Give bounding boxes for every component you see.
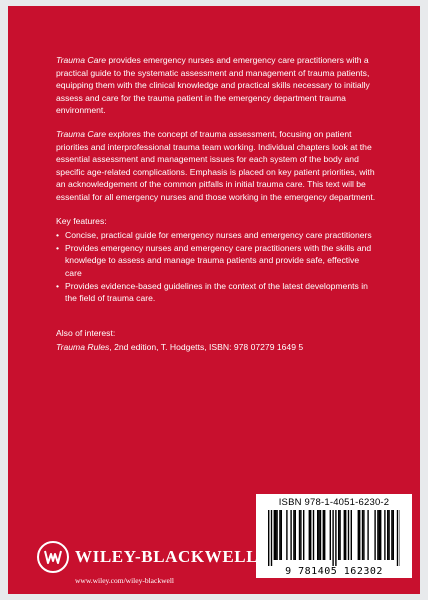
barcode-bar	[380, 510, 381, 560]
barcode-bar	[363, 510, 364, 560]
barcode-bar	[300, 510, 301, 560]
related-book-title: Trauma Rules	[56, 342, 110, 353]
description-paragraph-2	[56, 128, 376, 204]
barcode-bar	[348, 510, 349, 560]
barcode-bar	[391, 510, 392, 560]
key-features-list	[56, 229, 376, 305]
feature-text: Concise, practical guide for emergency nurses and emergency care practitioners	[65, 230, 372, 241]
barcode-bar	[324, 510, 325, 560]
barcode-bar	[362, 510, 363, 560]
barcode-bar	[374, 510, 375, 560]
barcode-bar	[344, 510, 345, 560]
wiley-blackwell-crest-icon	[36, 540, 70, 574]
barcode-bar	[268, 510, 269, 566]
barcode-bar	[309, 510, 310, 560]
barcode-bar	[290, 510, 291, 560]
barcode-bar	[318, 510, 319, 560]
feature-text: Provides emergency nurses and emergency care practitioners with the skills and knowledge to assess and manage trauma patients and provide safe, effective care	[65, 242, 372, 278]
barcode-digits: 9 781405 162302	[285, 566, 383, 577]
barcode-bar	[359, 510, 360, 560]
list-item	[56, 242, 376, 280]
red-panel	[8, 6, 420, 594]
bullet-icon: •	[56, 242, 60, 253]
barcode-bar	[397, 510, 398, 566]
key-features-heading: Key features:	[56, 215, 107, 226]
related-book-details: , 2nd edition, T. Hodgetts, ISBN: 978 07279 1649 5	[109, 342, 304, 353]
barcode-bar	[393, 510, 394, 560]
description-paragraph-1	[56, 54, 376, 117]
barcode-bar	[367, 510, 368, 560]
list-item	[56, 229, 376, 242]
barcode-bar	[303, 510, 304, 560]
barcode-bar	[279, 510, 280, 560]
barcode-bar	[271, 510, 272, 566]
barcode-bar	[313, 510, 314, 560]
barcode-bar	[281, 510, 282, 560]
barcode-bar	[339, 510, 340, 560]
barcode-bar	[345, 510, 346, 560]
barcode-bar	[320, 510, 321, 560]
feature-text: Provides evidence-based guidelines in the context of the latest developments in the field of trauma care.	[65, 280, 368, 304]
barcode-bar	[276, 510, 277, 560]
barcode-bar	[275, 510, 276, 560]
barcode-bar	[335, 510, 336, 566]
barcode-bar	[388, 510, 389, 560]
blurb-text	[56, 54, 376, 365]
barcode-bar	[293, 510, 294, 560]
isbn-label: ISBN 978-1-4051-6230-2	[278, 497, 390, 508]
book-title-italic: Trauma Care	[56, 128, 106, 139]
list-item	[56, 280, 376, 305]
bullet-icon: •	[56, 230, 60, 241]
barcode-bar	[286, 510, 287, 560]
description-text: explores the concept of trauma assessment, focusing on patient priorities and interprofessional trauma team working. Individual chapters look at the essential assessment and management issues for each system of the body and specific age-related complications. Emphasis is placed on key patient priorities, with an acknowledgement of the common pitfalls in initial trauma care. This text will be essential for all emergency nurses and those working in the emergency department.	[56, 128, 376, 202]
barcode-bar	[332, 510, 333, 566]
barcode-bar	[323, 510, 324, 560]
related-book	[56, 341, 376, 354]
description-text: provides emergency nurses and emergency care practitioners with a practical guide to the systematic assessment and management of trauma patients, equipping them with the clinical knowledge and practical skills necessary to initially assess and care for the trauma patient in the emergency department trauma environment.	[56, 55, 370, 116]
barcode-bar	[387, 510, 388, 560]
publisher-name: WILEY-BLACKWELL	[75, 547, 259, 566]
publisher-url: www.wiley.com/wiley-blackwell	[75, 576, 174, 585]
bullet-icon: •	[56, 280, 60, 291]
publisher-logo	[36, 540, 258, 574]
barcode-bar	[310, 510, 311, 560]
barcode-bar	[274, 510, 275, 560]
book-title-italic: Trauma Care	[56, 55, 106, 65]
barcode-bar	[358, 510, 359, 560]
barcode-bar	[317, 510, 318, 560]
barcode-bar	[338, 510, 339, 560]
barcode-bar	[295, 510, 296, 560]
also-of-interest-heading: Also of interest:	[56, 327, 116, 338]
isbn-barcode	[256, 494, 412, 578]
barcode-bars	[268, 510, 400, 566]
barcode-bar	[377, 510, 378, 560]
barcode-bar	[299, 510, 300, 560]
barcode-bar	[351, 510, 352, 560]
barcode-bar	[379, 510, 380, 560]
barcode-bar	[384, 510, 385, 560]
barcode-bar	[330, 510, 331, 560]
